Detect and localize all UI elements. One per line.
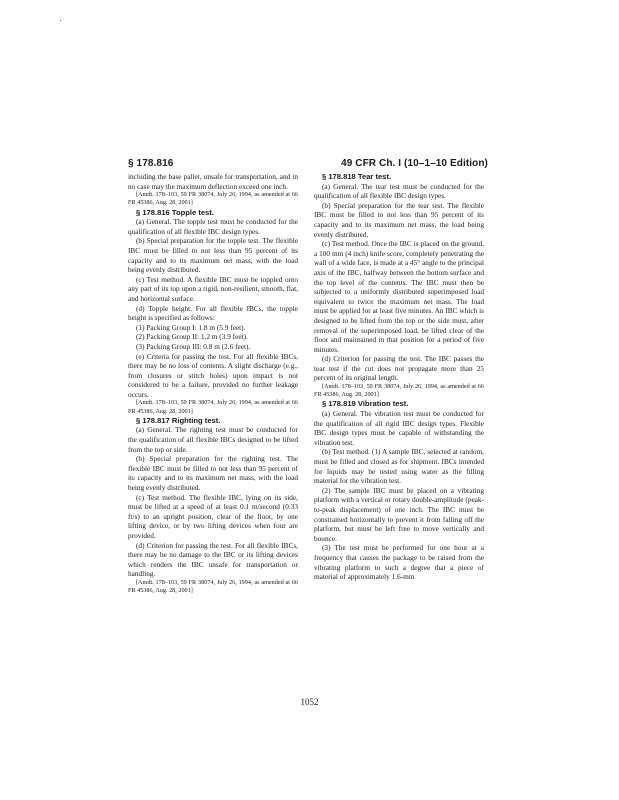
list-item: (3) Packing Group III: 0.8 m (2.6 feet). — [136, 341, 251, 351]
paragraph: (b) Special preparation for the righting test. The flexible IBC must be filled to not less than 95 percent of its capacity and to its maximum net mass, with the load being evenly distributed. — [128, 454, 298, 493]
running-header-section: § 178.816 — [128, 158, 174, 169]
section-heading-178-817: § 178.817 Righting test. — [136, 415, 221, 425]
paragraph: (a) General. The tear test must be conducted for the qualification of all flexible IBC design types. — [314, 181, 484, 201]
paragraph: (a) General. The topple test must be conducted for the qualification of all flexible IBC design types. — [128, 217, 298, 236]
page-number: 1052 — [300, 697, 319, 707]
paragraph: (c) Test method. The flexible IBC, lying on its side, must be lifted at a speed of at least 0.1 m/second (0.33 ft/s) to an upright position, clear of the floor, by one lifting device, or by two lifting devices when four are provided. — [128, 492, 298, 540]
left-column — [128, 172, 298, 595]
paragraph: (c) Test method. A flexible IBC must be toppled onto any part of its top upon a rigid, non-resilient, smooth, flat, and horizontal surface. — [128, 274, 298, 303]
section-heading-178-816: § 178.816 Topple test. — [136, 207, 214, 217]
section-heading-178-818: § 178.818 Tear test. — [322, 172, 392, 181]
paragraph: (d) Criterion for passing the test. The IBC passes the tear test if the cut does not propagate more than 25 percent of its original length. — [314, 354, 484, 383]
paragraph: (e) Criteria for passing the test. For all flexible IBCs, there may be no loss of contents. A slight discharge (e.g., from closures or stitch holes) upon impact is not considered to be a failure, provided no further leakage occurs. — [128, 351, 298, 399]
paragraph: (b) Test method. (1) A sample IBC, selected at random, must be filled and closed as for shipment. IBCs intended for liquids may be tested using water as the filling material for the vibration test. — [314, 447, 484, 486]
citation: [Amdt. 178–103, 59 FR 38074, July 26, 1994, as amended at 66 FR 45386, Aug. 28, 2001] — [314, 383, 484, 399]
paragraph: (d) Criterion for passing the test. For all flexible IBCs, there may be no damage to the IBC or its lifting devices which renders the IBC unsafe for transportation or handling. — [128, 540, 298, 579]
running-header-title: 49 CFR Ch. I (10–1–10 Edition) — [341, 158, 488, 169]
paragraph: (2) The sample IBC must be placed on a vibrating platform with a vertical or rotary double-amplitude (peak-to-peak displacement) of one inch. The IBC must be constrained horizontally to prevent it from falling off the platform, but must be left free to move vertically and bounce. — [314, 485, 484, 543]
paragraph: (b) Special preparation for the topple test. The flexible IBC must be filled to not less than 95 percent of its capacity and to its maximum net mass, with the load being evenly distributed. — [128, 236, 298, 275]
paragraph: (c) Test method. Once the IBC is placed on the ground, a 100 mm (4 inch) knife score, completely penetrating the wall of a wide face, is made at a 45° angle to the principal axis of the IBC, halfway between the bottom surface and the top level of the contents. The IBC must then be subjected to a uniformly distributed superimposed load equivalent to twice the maximum net mass. The load must be applied for at least five minutes. An IBC which is designed to be lifted from the top or the side must, after removal of the superimposed load, be lifted clear of the floor and maintained in that position for a period of five minutes. — [314, 239, 484, 354]
citation: [Amdt. 178–103, 59 FR 38074, July 26, 1994, as amended at 66 FR 45386, Aug. 28, 2001] — [128, 399, 298, 415]
scan-speck — [60, 20, 61, 21]
list-item: (1) Packing Group I: 1.8 m (5.9 feet). — [136, 322, 246, 332]
paragraph: (a) General. The righting test must be conducted for the qualification of all flexible IBCs designed to be lifted from the top or side. — [128, 425, 298, 454]
paragraph: (3) The test must be performed for one hour at a frequency that causes the package to be raised from the vibrating platform to such a degree that a piece of material of approximately 1.6-mm — [314, 543, 484, 582]
right-column — [314, 172, 484, 582]
paragraph: (a) General. The vibration test must be conducted for the qualification of all rigid IBC design types. Flexible IBC design types must be capable of withstanding the vibration test. — [314, 409, 484, 447]
paragraph: (d) Topple height. For all flexible IBCs, the topple height is specified as follows: — [128, 303, 298, 323]
paragraph: (b) Special preparation for the tear test. The flexible IBC must be filled to not less than 95 percent of its capacity and to its maximum net mass, the load being evenly distributed. — [314, 200, 484, 239]
continued-paragraph: including the base pallet, unsafe for transportation, and in no case may the maximum deflection exceed one inch. — [128, 172, 298, 191]
citation: [Amdt. 178–103, 59 FR 38074, July 26, 1994, as amended at 66 FR 45386, Aug. 28, 2001] — [128, 191, 298, 207]
list-item: (2) Packing Group II: 1.2 m (3.9 feet). — [136, 332, 248, 342]
section-heading-178-819: § 178.819 Vibration test. — [322, 399, 409, 409]
citation: [Amdt. 178–103, 59 FR 38074, July 26, 1994, as amended at 66 FR 45386, Aug. 28, 2001] — [128, 578, 298, 595]
